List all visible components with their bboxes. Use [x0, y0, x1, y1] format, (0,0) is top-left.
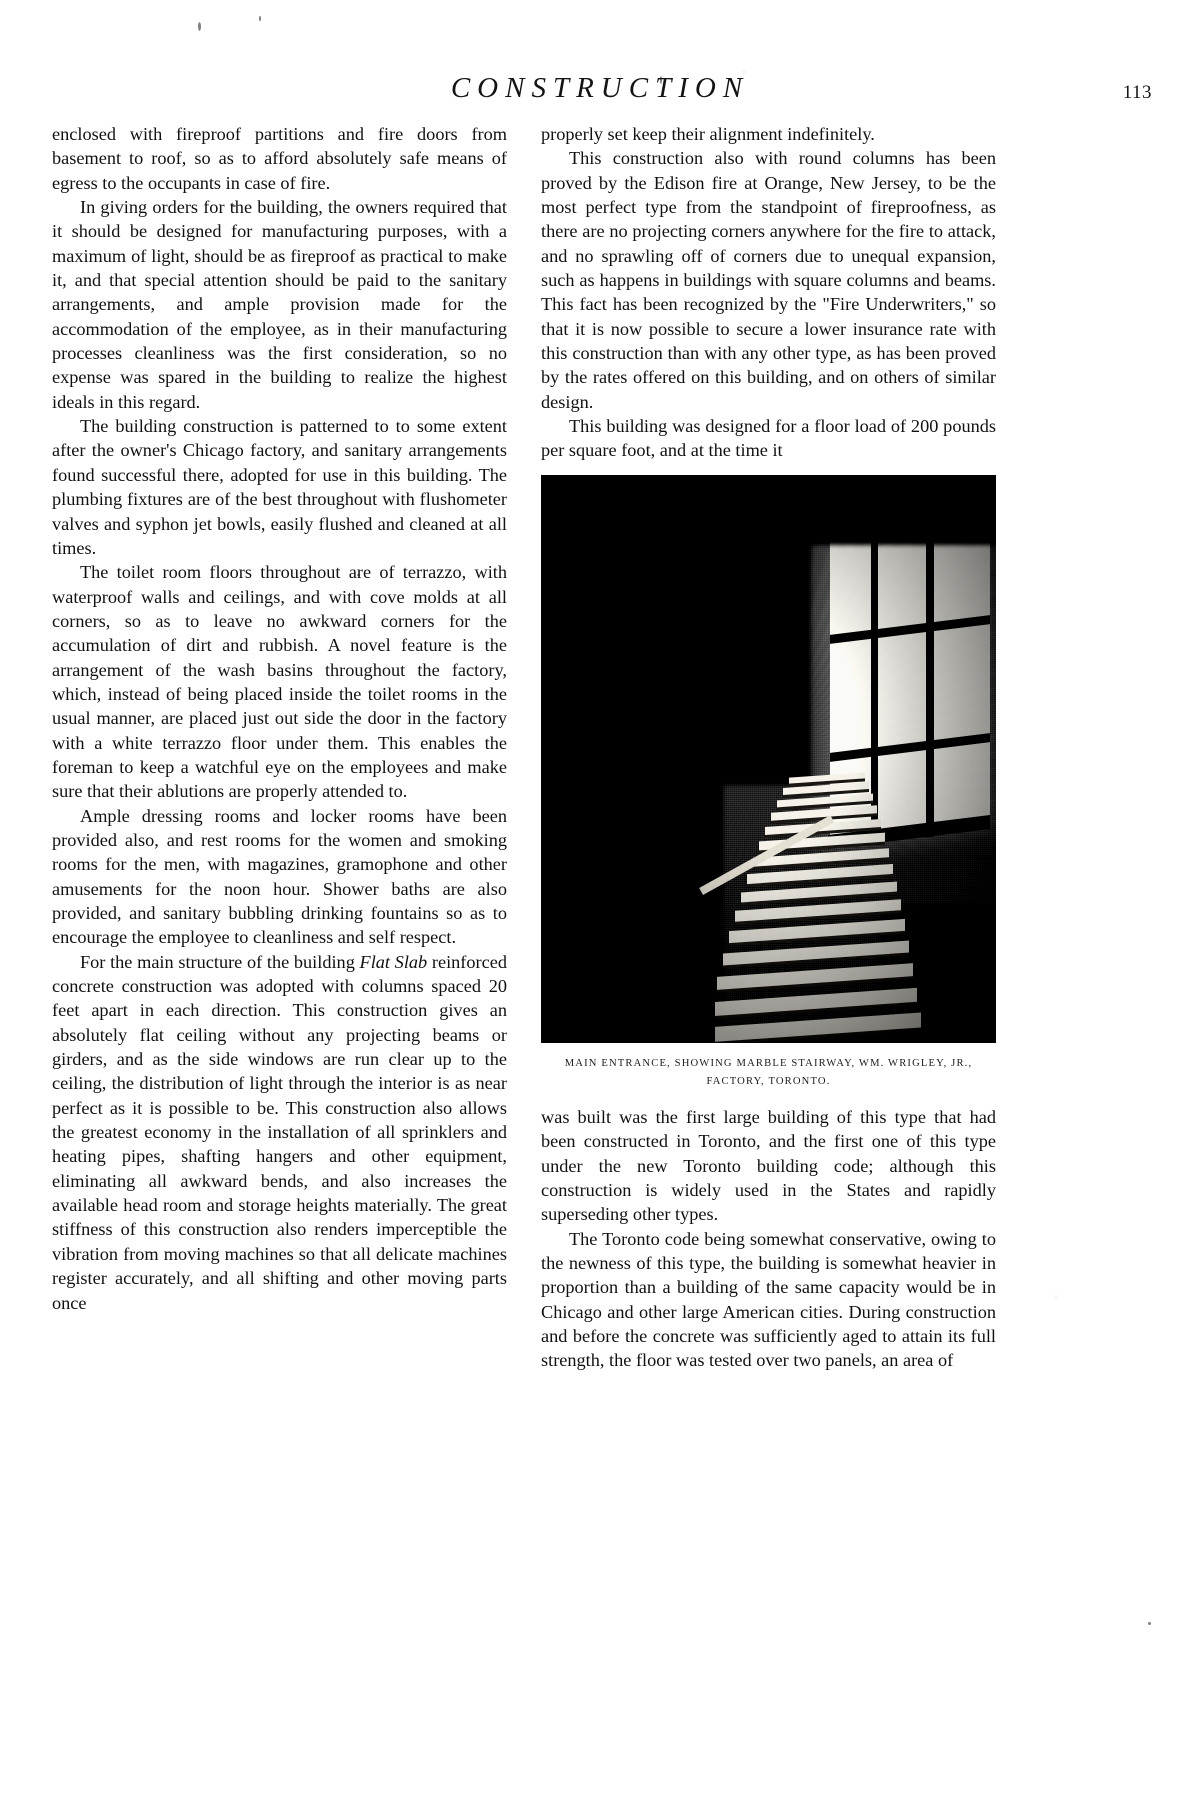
running-title: CONSTRUCTION	[450, 72, 750, 104]
paragraph: This building was designed for a floor load of 200 pounds per square foot, and at the time it	[541, 416, 996, 461]
paragraph: properly set keep their alignment indefinitely.	[541, 124, 875, 144]
paragraph: This construction also with round columns has been proved by the Edison fire at Orange, New Jersey, to be the most perfect type from the standpoint of fireproofness, as there are no projecting corners anywhere for the fire to attack, and no sprawling off of corners due to unequal expansion, such as happens in buildings with square columns and beams. This fact has been recognized by the "Fire Underwriters," so that it is now possible to secure a lower insurance rate with this construction than with any other type, as has been proved by the rates offered on this building, and on others of similar design.	[541, 148, 996, 412]
paragraph: In giving orders for the building, the owners required that it should be designed for manufacturing purposes, with a maximum of light, should be as fireproof as practical to make it, and that special attention should be paid to the sanitary arrangements, and ample provision made for the accommodation of the employee, as in their manufacturing processes cleanliness was the first consideration, so no expense was spared in the building to realize the highest ideals in this regard.	[52, 197, 507, 412]
photo-noise-overlay	[541, 475, 996, 1043]
body-column-left	[52, 122, 507, 1315]
scan-speck	[198, 22, 201, 31]
caption-line-1: MAIN ENTRANCE, SHOWING MARBLE STAIRWAY, WM. WRIGLEY, JR.,	[564, 1057, 973, 1069]
page-number: 113	[1122, 82, 1152, 103]
paragraph: Ample dressing rooms and locker rooms have been provided also, and rest rooms for the women and smoking rooms for the men, with magazines, gramophone and other amusements for the noon hour. Shower baths are also provided, and sanitary bubbling drinking fountains so as to encourage the employee to cleanliness and self respect.	[52, 805, 507, 948]
figure-main-entrance	[541, 475, 996, 1091]
scan-speck	[259, 16, 261, 21]
body-column-right	[541, 122, 996, 1373]
figure-caption	[541, 1055, 996, 1091]
photograph-marble-stairway	[541, 475, 996, 1043]
italic-term-flat-slab: Flat Slab	[359, 951, 428, 972]
running-head	[0, 72, 1200, 112]
paragraph: enclosed with fireproof partitions and fire doors from basement to roof, so as to afford absolutely safe means of egress to the occupants in case of fire.	[52, 124, 507, 193]
paragraph: The building construction is patterned to to some extent after the owner's Chicago factory, and sanitary arrangements found successful there, adopted for use in this building. The plumbing fixtures are of the best throughout with flushometer valves and syphon jet bowls, easily flushed and cleaned at all times.	[52, 416, 507, 558]
paragraph-text-lead: For the main structure of the building	[80, 951, 360, 972]
caption-line-2: FACTORY, TORONTO.	[706, 1075, 831, 1087]
scan-speck	[1148, 1622, 1151, 1625]
paragraph: was built was the first large building of this type that had been constructed in Toronto, and the first one of this type under the new Toronto building code; although this construction is widely used in the States and rapidly superseding other types.	[541, 1106, 996, 1225]
paragraph: The toilet room floors throughout are of terrazzo, with waterproof walls and ceilings, and with cove molds at all corners, so as to leave no awkward corners for the accumulation of dirt and rubbish. A novel feature is the arrangement of the wash basins throughout the factory, which, instead of being placed inside the toilet rooms in the usual manner, are placed just out side the door in the factory with a white terrazzo floor under them. This enables the foreman to keep a watchful eye on the employees and make sure that their ablutions are properly attended to.	[52, 562, 507, 802]
paragraph: The Toronto code being somewhat conservative, owing to the newness of this type, the building is somewhat heavier in proportion than a building of the same capacity would be in Chicago and other large American cities. During construction and before the concrete was sufficiently aged to attain its full strength, the floor was tested over two panels, an area of	[541, 1228, 996, 1371]
paragraph-flat-slab	[52, 950, 507, 1315]
paragraph-text-tail: reinforced concrete construction was adopted with columns spaced 20 feet apart in each direction. This construction gives an absolutely flat ceiling without any projecting beams or girders, and as the side windows are run clear up to the ceiling, the distribution of light through the interior is as near perfect as it is possible to be. This construction also allows the greatest economy in the installation of all sprinklers and heating pipes, shafting hangers and other equipment, eliminating all awkward bends, and also increases the available head room and storage heights materially. The great stiffness of this construction also renders imperceptible the vibration from moving machines so that all delicate machines register accurately, and all shifting and other moving parts once	[52, 951, 507, 1313]
